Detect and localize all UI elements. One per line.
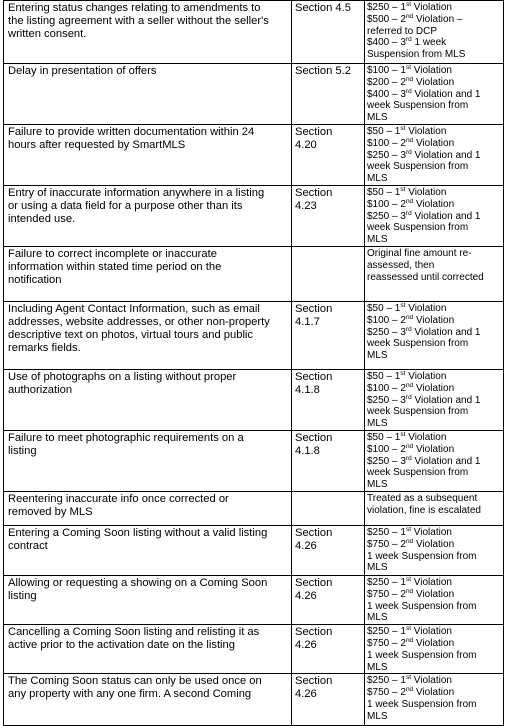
violation-text-line: intended use. [8, 213, 76, 225]
section-reference: Section [295, 626, 333, 639]
violation-cell [4, 186, 292, 247]
section-cell [292, 247, 365, 302]
violation-text-line: Failure to provide written documentation within 24 [8, 126, 255, 138]
section-reference: Section [295, 126, 333, 138]
fine-text: week Suspension from [367, 161, 469, 173]
violation-cell [4, 674, 292, 726]
fine-text: Violation and 1 [411, 149, 481, 161]
fine-text: MLS [367, 612, 388, 624]
ordinal-suffix: st [400, 125, 406, 132]
ordinal-suffix: nd [405, 442, 414, 450]
fine-line [367, 126, 502, 138]
fine-text: MLS [367, 234, 388, 246]
table-row [4, 674, 504, 726]
ordinal-suffix: st [405, 576, 411, 583]
fine-text: $750 – 2 [367, 538, 406, 550]
violation-cell [4, 576, 292, 625]
section-cell [292, 492, 365, 526]
fine-text: Violation [413, 382, 455, 394]
fine-line [367, 272, 502, 284]
fine-text: $50 – 1 [367, 303, 401, 314]
ordinal-suffix: rd [405, 87, 412, 95]
fine-text: MLS [367, 112, 388, 124]
section-cell [292, 431, 365, 492]
fine-text: $100 – 2 [367, 137, 406, 149]
fine-text: Violation and 1 [411, 326, 481, 338]
section-cell [292, 186, 365, 247]
section-reference: Section [295, 675, 333, 688]
fine-text: $250 – 1 [367, 527, 406, 538]
fine-line [367, 49, 502, 61]
section-reference: 4.1.7 [295, 316, 320, 328]
fine-text: Violation [411, 65, 452, 76]
table-row [4, 492, 504, 526]
fine-line [367, 527, 502, 539]
section-cell [292, 125, 365, 186]
violation-text-line: information within stated time period on the [8, 261, 222, 273]
fine-line [367, 395, 502, 407]
violation-cell [4, 492, 292, 526]
violation-text-line: The Coming Soon status can only be used once on [8, 675, 262, 688]
fine-line [367, 432, 502, 444]
fine-text: $50 – 1 [367, 371, 401, 382]
ordinal-suffix: nd [405, 537, 414, 545]
fine-line [367, 551, 502, 563]
fine-line [367, 662, 502, 674]
table-row [4, 576, 504, 625]
violation-text-line: Failure to meet photographic requirements on a [8, 432, 244, 444]
fine-text: $250 – 3 [367, 149, 406, 161]
fine-line [367, 161, 502, 173]
fine-text: Violation [411, 577, 452, 588]
fine-text: Violation [413, 538, 455, 550]
fine-text: $250 – 3 [367, 455, 406, 467]
fine-text: MLS [367, 710, 388, 722]
violation-cell [4, 526, 292, 576]
fine-text: Violation [413, 588, 455, 600]
fine-text: $250 – 3 [367, 326, 406, 338]
fine-line [367, 371, 502, 383]
fine-line [367, 187, 502, 199]
section-reference: Section [295, 187, 333, 199]
fine-line [367, 173, 502, 185]
section-cell [292, 302, 365, 370]
fine-line [367, 37, 502, 49]
fine-cell [365, 125, 504, 186]
ordinal-suffix: nd [405, 313, 414, 321]
violation-text-line: notification [8, 274, 62, 286]
ordinal-suffix: nd [405, 12, 414, 20]
fine-text: week Suspension from [367, 338, 469, 350]
table-row [4, 64, 504, 125]
section-reference: 4.1.8 [295, 384, 320, 396]
violation-text-line: descriptive text on photos, virtual tours and public [8, 329, 254, 341]
section-reference: Section [295, 577, 333, 589]
fine-line [367, 100, 502, 112]
fine-text: Violation [413, 76, 455, 88]
section-reference: 4.1.8 [295, 445, 320, 457]
ordinal-suffix: rd [405, 148, 412, 156]
fine-cell [365, 247, 504, 302]
fine-text: referred to DCP [367, 25, 438, 37]
violation-cell [4, 302, 292, 370]
ordinal-suffix: st [405, 526, 411, 533]
violation-text-line: Cancelling a Coming Soon listing and relisting it as [8, 626, 260, 639]
table-row [4, 247, 504, 302]
ordinal-suffix: st [405, 674, 411, 682]
fine-text: $250 – 3 [367, 210, 406, 222]
section-reference: 4.26 [295, 688, 317, 701]
violation-text-line: the listing agreement with a seller without the seller's [8, 15, 269, 27]
violation-text-line: Delay in presentation of offers [8, 65, 157, 77]
violation-cell [4, 370, 292, 431]
violation-cell [4, 247, 292, 302]
violations-table-body [4, 1, 504, 726]
fine-text: Violation [413, 314, 455, 326]
fine-text: Violation [405, 371, 447, 382]
fine-text: week Suspension from [367, 406, 469, 418]
fine-text: 1 week Suspension from [367, 550, 477, 562]
violation-text-line: written consent. [8, 28, 87, 40]
fine-text: Violation – [413, 13, 463, 25]
section-reference: Section [295, 432, 333, 444]
fine-text: MLS [367, 418, 388, 430]
violation-cell [4, 431, 292, 492]
fine-text: $400 – 3 [367, 88, 406, 100]
fine-line [367, 539, 502, 551]
fine-cell [365, 1, 504, 64]
fine-line [367, 589, 502, 601]
violation-text-line: Entry of inaccurate information anywhere in a listing [8, 187, 265, 199]
fine-cell [365, 526, 504, 576]
section-reference: 4.23 [295, 200, 317, 212]
fine-cell [365, 370, 504, 431]
fine-line [367, 138, 502, 150]
section-cell [292, 625, 365, 674]
fine-line [367, 562, 502, 574]
fine-text: Violation and 1 [411, 394, 481, 406]
violation-text-line: Including Agent Contact Information, such as email [8, 303, 260, 315]
ordinal-suffix: rd [405, 325, 412, 333]
fine-line [367, 505, 502, 517]
fine-line [367, 303, 502, 315]
section-reference: Section [295, 527, 333, 539]
fine-line [367, 467, 502, 479]
section-cell [292, 576, 365, 625]
ordinal-suffix: nd [405, 587, 414, 595]
fine-text: Violation [405, 187, 447, 198]
fine-cell [365, 431, 504, 492]
fine-text: 1 week Suspension from [367, 600, 477, 612]
table-row [4, 302, 504, 370]
ordinal-suffix: nd [405, 636, 414, 644]
fine-text: $250 – 1 [367, 675, 406, 687]
violation-text-line: active prior to the activation date on the listing [8, 639, 235, 652]
fine-cell [365, 576, 504, 625]
fine-line [367, 638, 502, 650]
fine-text: MLS [367, 173, 388, 185]
fine-text: Violation [413, 443, 455, 455]
section-reference: Section [295, 371, 333, 383]
fine-line [367, 650, 502, 662]
fine-text: 1 week Suspension from [367, 698, 477, 710]
section-cell [292, 370, 365, 431]
ordinal-suffix: nd [405, 75, 414, 83]
table-row [4, 526, 504, 576]
ordinal-suffix: rd [405, 209, 412, 217]
violation-text-line: Entering status changes relating to amendments to [8, 2, 261, 14]
fine-text: 1 week Suspension from [367, 649, 477, 661]
fine-text: Violation [413, 687, 455, 699]
table-row [4, 370, 504, 431]
ordinal-suffix: nd [405, 136, 414, 144]
fine-text: Violation [405, 303, 447, 314]
violation-text-line: remarks fields. [8, 342, 81, 354]
fine-text: Violation [413, 198, 455, 210]
fine-cell [365, 64, 504, 125]
fine-text: $750 – 2 [367, 687, 406, 699]
fine-text: $500 – 2 [367, 13, 406, 25]
fine-line [367, 222, 502, 234]
fine-line [367, 26, 502, 38]
fine-line [367, 699, 502, 711]
fine-text: $250 – 3 [367, 394, 406, 406]
section-reference: 4.20 [295, 139, 317, 151]
fine-line [367, 211, 502, 223]
ordinal-suffix: nd [405, 381, 414, 389]
fine-text: Violation and 1 [411, 88, 481, 100]
violation-text-line: listing [8, 590, 37, 602]
fine-line [367, 418, 502, 430]
fine-text: MLS [367, 479, 388, 491]
fine-text: Violation [411, 626, 452, 638]
section-cell [292, 526, 365, 576]
fine-text: MLS [367, 562, 388, 574]
fine-text: $100 – 2 [367, 382, 406, 394]
violation-cell [4, 64, 292, 125]
violation-text-line: authorization [8, 384, 73, 396]
fine-text: $100 – 2 [367, 314, 406, 326]
fine-text: Treated as a subsequent [367, 493, 478, 504]
ordinal-suffix: nd [405, 686, 414, 694]
fine-line [367, 14, 502, 26]
fine-cell [365, 674, 504, 726]
ordinal-suffix: rd [405, 454, 412, 462]
fine-text: $400 – 3 [367, 37, 406, 49]
fine-line [367, 383, 502, 395]
violation-cell [4, 625, 292, 674]
violation-text-line: or using a data field for a purpose other than its [8, 200, 243, 212]
violation-text-line: Reentering inaccurate info once corrected or [8, 493, 229, 505]
fine-cell [365, 186, 504, 247]
fine-line [367, 711, 502, 723]
fine-text: $100 – 2 [367, 443, 406, 455]
section-reference: 4.26 [295, 540, 317, 552]
section-cell [292, 64, 365, 125]
violation-text-line: Failure to correct incomplete or inaccurate [8, 248, 217, 260]
fine-text: $250 – 1 [367, 577, 406, 588]
ordinal-suffix: st [405, 1, 411, 8]
fine-line [367, 150, 502, 162]
fine-text: MLS [367, 661, 388, 673]
fine-text: Violation [411, 2, 452, 13]
fine-line [367, 338, 502, 350]
fine-line [367, 577, 502, 589]
violation-text-line: Use of photographs on a listing without proper [8, 371, 237, 383]
fine-text: $50 – 1 [367, 126, 401, 137]
fine-line [367, 234, 502, 246]
fine-line [367, 687, 502, 699]
section-reference: Section [295, 303, 333, 315]
violation-text-line: any property with any one firm. A second Coming [8, 688, 252, 701]
section-cell [292, 674, 365, 726]
ordinal-suffix: st [405, 625, 411, 633]
fine-text: week Suspension from [367, 222, 469, 234]
violation-cell [4, 125, 292, 186]
table-row [4, 431, 504, 492]
fine-text: Violation and 1 [411, 210, 481, 222]
fine-text: $100 – 1 [367, 65, 406, 76]
fine-text: Suspension from MLS [367, 49, 466, 61]
table-row [4, 1, 504, 64]
fine-line [367, 479, 502, 491]
fine-line [367, 2, 502, 14]
fine-cell [365, 492, 504, 526]
fine-text: assessed, then [367, 259, 435, 271]
fine-text: Original fine amount re- [367, 248, 472, 259]
violation-text-line: Entering a Coming Soon listing without a valid listing [8, 527, 268, 539]
fine-line [367, 248, 502, 260]
fine-line [367, 77, 502, 89]
section-reference: Section 5.2 [295, 65, 351, 77]
section-cell [292, 1, 365, 64]
ordinal-suffix: st [400, 431, 406, 438]
violation-text-line: contract [8, 540, 48, 552]
fine-line [367, 89, 502, 101]
fine-text: $750 – 2 [367, 588, 406, 600]
fine-line [367, 350, 502, 362]
ordinal-suffix: st [405, 64, 411, 71]
fine-text: Violation [413, 637, 455, 649]
fine-line [367, 675, 502, 687]
section-reference: 4.26 [295, 639, 317, 652]
fine-line [367, 493, 502, 505]
violation-text-line: addresses, website addresses, or other non-property [8, 316, 270, 328]
fine-cell [365, 302, 504, 370]
fine-line [367, 456, 502, 468]
ordinal-suffix: st [400, 370, 406, 377]
fine-line [367, 406, 502, 418]
fine-text: $250 – 1 [367, 2, 406, 13]
fine-text: week Suspension from [367, 467, 469, 479]
fine-line [367, 612, 502, 624]
fine-line [367, 327, 502, 339]
table-row [4, 186, 504, 247]
fine-line [367, 626, 502, 638]
fine-line [367, 65, 502, 77]
ordinal-suffix: nd [405, 197, 414, 205]
fine-line [367, 199, 502, 211]
ordinal-suffix: st [400, 186, 406, 193]
section-reference: Section 4.5 [295, 2, 351, 14]
fine-line [367, 112, 502, 124]
violation-cell [4, 1, 292, 64]
fine-line [367, 444, 502, 456]
violations-table [3, 0, 504, 726]
fine-text: Violation [411, 675, 452, 687]
fine-text: Violation [413, 137, 455, 149]
ordinal-suffix: rd [405, 36, 412, 44]
fine-text: Violation [405, 126, 447, 137]
section-reference: 4.26 [295, 590, 317, 602]
fine-text: $750 – 2 [367, 637, 406, 649]
fine-text: Violation [411, 527, 452, 538]
fine-line [367, 260, 502, 272]
ordinal-suffix: st [400, 302, 406, 309]
fine-line [367, 315, 502, 327]
violation-text-line: removed by MLS [8, 506, 93, 518]
ordinal-suffix: rd [405, 393, 412, 401]
fine-text: $200 – 2 [367, 76, 406, 88]
fine-text: $100 – 2 [367, 198, 406, 210]
fine-text: Violation and 1 [411, 455, 481, 467]
fine-line [367, 601, 502, 613]
fine-cell [365, 625, 504, 674]
table-row [4, 625, 504, 674]
fine-text: $50 – 1 [367, 432, 401, 443]
violation-text-line: listing [8, 445, 37, 457]
fine-text: Violation [405, 432, 447, 443]
fine-text: MLS [367, 350, 388, 362]
fine-text: $250 – 1 [367, 626, 406, 638]
violation-text-line: Allowing or requesting a showing on a Coming Soon [8, 577, 268, 589]
violation-text-line: hours after requested by SmartMLS [8, 139, 186, 151]
table-row [4, 125, 504, 186]
fine-text: reassessed until corrected [367, 271, 484, 283]
fine-text: $50 – 1 [367, 187, 401, 198]
fine-text: violation, fine is escalated [367, 504, 481, 516]
fine-text: 1 week [411, 37, 447, 49]
fine-text: week Suspension from [367, 100, 469, 112]
